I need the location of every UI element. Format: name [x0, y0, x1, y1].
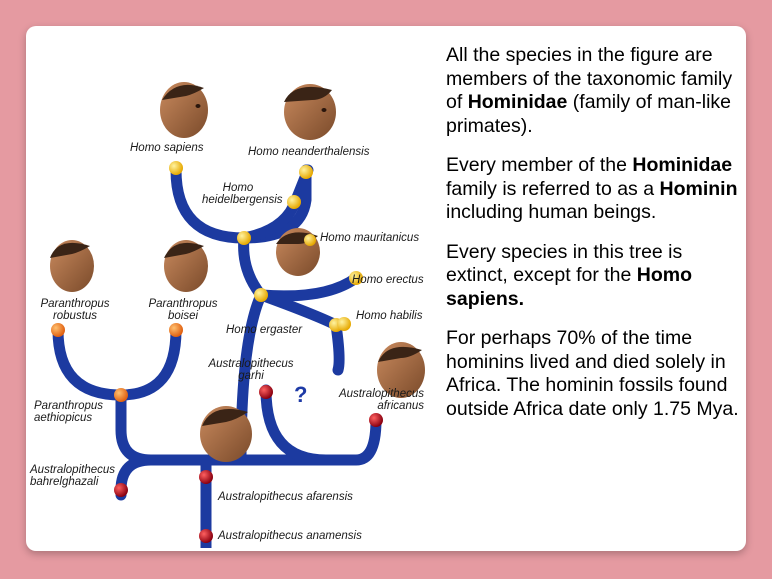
paranthropus-robustus-head-icon: [50, 240, 94, 292]
label-line: africanus: [377, 400, 424, 412]
label-line: bahrelghazali: [30, 476, 99, 488]
explanation-text: [446, 44, 742, 437]
label-australopithecus-anamensis: Australopithecus anamensis: [218, 530, 362, 542]
label-australopithecus-bahrelghazali: [30, 464, 115, 488]
label-line: aethiopicus: [34, 412, 93, 424]
label-australopithecus-africanus: [314, 388, 424, 412]
node-australopithecus-anamensis: [199, 529, 213, 543]
node-paranthropus-boisei: [169, 323, 183, 337]
label-homo-habilis: Homo habilis: [356, 310, 423, 322]
label-line: garhi: [238, 370, 264, 382]
paranthropus-boisei-head-icon: [164, 240, 208, 292]
node-homo-sapiens: [169, 161, 183, 175]
label-line: Paranthropus: [34, 400, 104, 412]
label-line: Australopithecus: [338, 388, 424, 400]
paragraph-3: [446, 241, 742, 312]
node-paranthropus-robustus: [51, 323, 65, 337]
text-run: Every member of the: [446, 154, 633, 176]
text-run: including human beings.: [446, 201, 657, 223]
paragraph-4: [446, 327, 742, 421]
paragraph-1: [446, 44, 742, 138]
homo-sapiens-head-icon: [160, 82, 208, 138]
homo-neanderthalensis-head-icon: [284, 84, 336, 140]
label-homo-mauritanicus: Homo mauritanicus: [320, 232, 420, 244]
label-homo-sapiens: Homo sapiens: [130, 142, 204, 154]
node-homo-heidelbergensis: [287, 195, 301, 209]
hominin-tree-diagram: [26, 40, 438, 548]
label-paranthropus-boisei: [140, 298, 226, 322]
node-australopithecus-bahrelghazali: [114, 483, 128, 497]
text-run: All the species in the figure are members of the taxonomic family of: [446, 44, 733, 113]
node-homo-habilis: [337, 317, 351, 331]
node-australopithecus-garhi: [259, 385, 273, 399]
text-run: family is referred to as a: [446, 177, 660, 200]
label-paranthropus-aethiopicus: [34, 400, 103, 424]
label-line: Paranthropus: [40, 298, 110, 310]
text-run: For perhaps 70% of the time hominins lived and died solely in Africa. The hominin fossils found outside Africa date only 1.75 Mya.: [446, 327, 739, 420]
label-australopithecus-garhi: [198, 358, 304, 382]
label-line: heidelbergensis: [202, 194, 283, 206]
text-run: (family of man-like primates).: [446, 91, 731, 137]
node-homo-heidelbergensis-split: [237, 231, 251, 245]
paragraph-2: [446, 154, 742, 225]
node-paranthropus-aethiopicus: [114, 388, 128, 402]
node-homo-mauritanicus: [304, 234, 316, 246]
label-line: boisei: [167, 310, 199, 322]
label-homo-neanderthalensis: Homo neanderthalensis: [248, 146, 370, 158]
label-paranthropus-robustus: [32, 298, 118, 322]
label-line: robustus: [52, 310, 98, 322]
label-line: Australopithecus: [208, 358, 294, 370]
label-line: Homo: [222, 182, 254, 194]
unknown-ancestor-marker: ?: [294, 382, 308, 407]
term-homo-sapiens: Homo sapiens.: [446, 264, 693, 310]
label-line: Australopithecus: [30, 464, 116, 476]
label-homo-ergaster: Homo ergaster: [226, 324, 303, 336]
node-homo-neanderthalensis: [299, 165, 313, 179]
slide-card: [26, 26, 746, 551]
node-homo-ergaster: [254, 288, 268, 302]
label-homo-heidelbergensis: [202, 182, 283, 206]
australopithecus-afarensis-head-icon: [200, 406, 252, 462]
term-hominin: Hominin: [659, 177, 738, 200]
term-hominidae: Hominidae: [467, 91, 568, 113]
term-hominidae: Hominidae: [632, 154, 733, 176]
label-line: Paranthropus: [148, 298, 218, 310]
node-australopithecus-africanus: [369, 413, 383, 427]
node-australopithecus-afarensis: [199, 470, 213, 484]
label-homo-erectus: Homo erectus: [352, 274, 424, 286]
text-run: Every species in this tree is extinct, except for the: [446, 240, 683, 286]
label-australopithecus-afarensis: Australopithecus afarensis: [218, 491, 353, 503]
